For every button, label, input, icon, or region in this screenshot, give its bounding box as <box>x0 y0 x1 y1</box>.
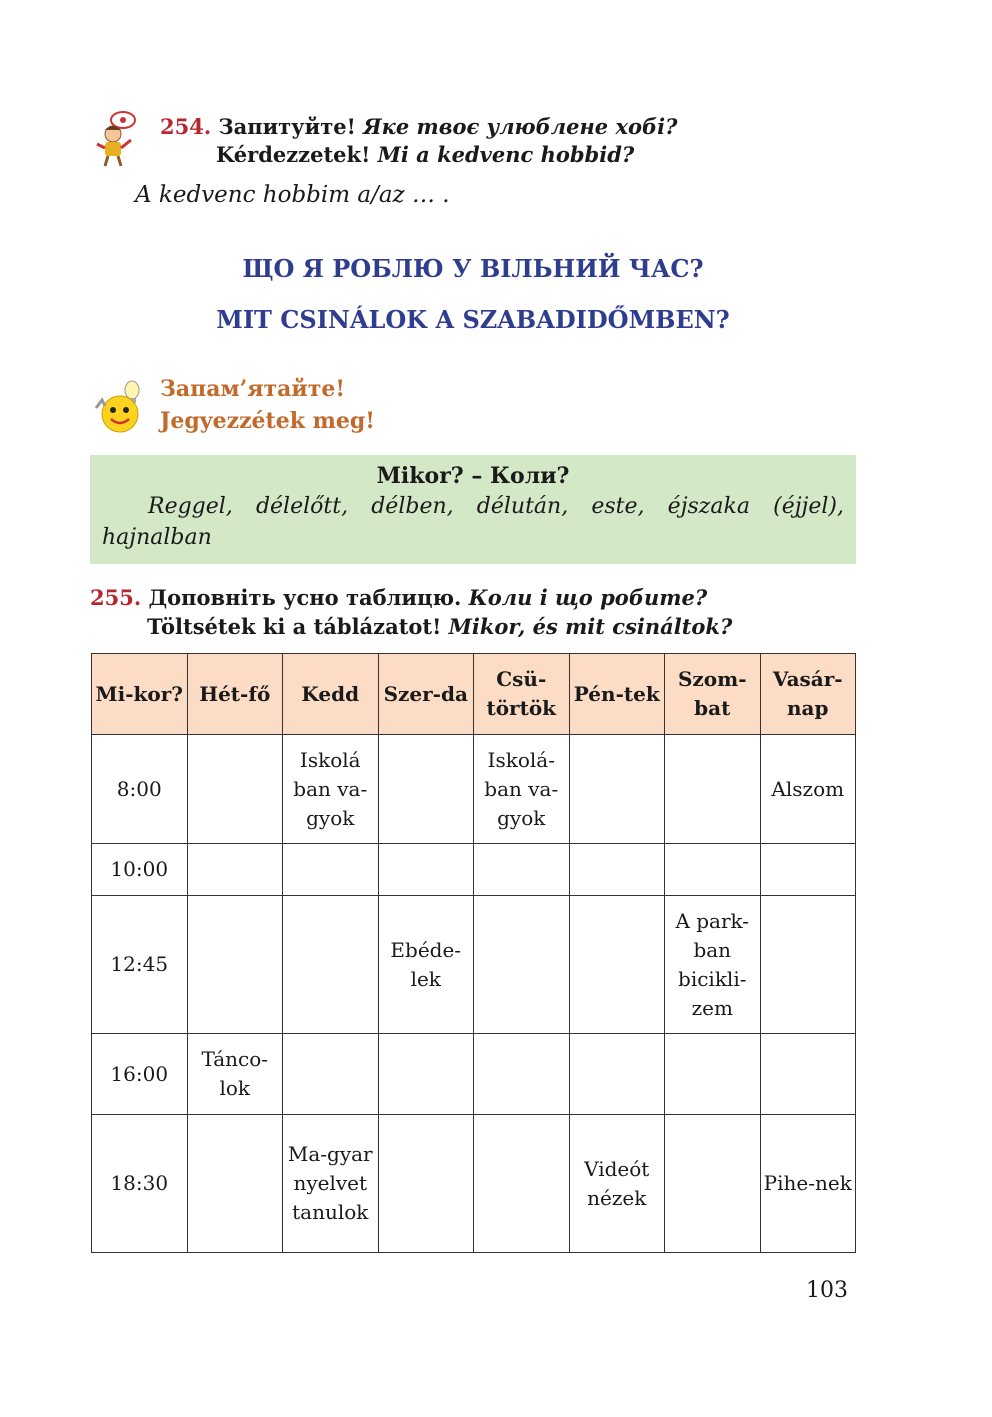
table-cell: Tánco-lok <box>187 1034 283 1115</box>
table-cell <box>569 1034 665 1115</box>
page-number: 103 <box>806 1278 848 1303</box>
table-cell <box>474 1034 570 1115</box>
table-cell: Pihe-nek <box>760 1115 856 1253</box>
exercise-254-question-uk: Яке твоє улюблене хобі? <box>363 114 678 139</box>
table-row <box>92 1115 856 1253</box>
table-cell: Videót nézek <box>569 1115 665 1253</box>
time-cell: 10:00 <box>92 844 188 896</box>
table-cell <box>665 1115 761 1253</box>
time-cell: 12:45 <box>92 896 188 1034</box>
answer-template: A kedvenc hobbim a/az … . <box>135 182 450 208</box>
exercise-255-instruction-uk: Доповніть усно таблицю. <box>148 585 462 610</box>
table-cell <box>760 844 856 896</box>
exercise-255-question-uk: Коли і що робите? <box>468 585 708 610</box>
time-of-day-list: Reggel, délelőtt, délben, délután, este, éjszaka (éjjel), hajnalban <box>102 494 844 550</box>
section-heading-hu: MIT CSINÁLOK A SZABADIDŐMBEN? <box>216 305 730 334</box>
header-thursday: Csü-törtök <box>474 654 570 735</box>
exercise-255-line-1 <box>90 585 707 610</box>
table-cell <box>283 844 379 896</box>
exercise-254-line-1 <box>160 114 677 139</box>
schedule-table <box>91 653 856 1253</box>
exercise-255-instruction-hu: Töltsétek ki a táblázatot! <box>147 614 442 639</box>
table-row <box>92 844 856 896</box>
table-row <box>92 896 856 1034</box>
time-cell: 16:00 <box>92 1034 188 1115</box>
table-cell <box>474 844 570 896</box>
table-cell <box>760 1034 856 1115</box>
table-cell <box>378 1115 474 1253</box>
section-heading-uk: ЩО Я РОБЛЮ У ВІЛЬНИЙ ЧАС? <box>242 254 704 283</box>
time-of-day-box <box>90 455 856 564</box>
exercise-254-instruction-uk: Запитуйте! <box>218 114 356 139</box>
exercise-254-line-2 <box>216 142 634 167</box>
table-cell: Ebéde-lek <box>378 896 474 1034</box>
table-cell <box>187 896 283 1034</box>
exercise-255-number: 255. <box>90 585 142 610</box>
exercise-255-question-hu: Mikor, és mit csináltok? <box>448 614 733 639</box>
table-cell <box>187 844 283 896</box>
table-cell <box>760 896 856 1034</box>
table-cell <box>378 1034 474 1115</box>
remember-label-uk: Запам’ятайте! <box>160 376 345 402</box>
speaking-child-icon <box>93 110 145 168</box>
table-cell <box>665 735 761 844</box>
table-cell: Iskolá-ban va-gyok <box>474 735 570 844</box>
table-row <box>92 735 856 844</box>
table-cell <box>474 1115 570 1253</box>
exercise-254-question-hu: Mi a kedvenc hobbid? <box>377 142 635 167</box>
time-of-day-title: Mikor? – Коли? <box>376 463 570 489</box>
remember-label-hu: Jegyezzétek meg! <box>160 408 375 434</box>
table-cell: Ma-gyar nyelvet tanulok <box>283 1115 379 1253</box>
table-cell <box>283 896 379 1034</box>
header-tuesday: Kedd <box>283 654 379 735</box>
header-when: Mi-kor? <box>92 654 188 735</box>
table-cell: A park-ban bicikli-zem <box>665 896 761 1034</box>
exercise-254-instruction-hu: Kérdezzetek! <box>216 142 371 167</box>
table-cell <box>569 896 665 1034</box>
table-cell <box>378 844 474 896</box>
table-cell <box>474 896 570 1034</box>
header-friday: Pén-tek <box>569 654 665 735</box>
table-cell <box>569 844 665 896</box>
table-cell <box>187 735 283 844</box>
lightbulb-smiley-icon <box>90 378 150 436</box>
table-row <box>92 1034 856 1115</box>
table-cell: Alszom <box>760 735 856 844</box>
header-monday: Hét-fő <box>187 654 283 735</box>
exercise-255-line-2 <box>147 614 732 639</box>
exercise-254-number: 254. <box>160 114 212 139</box>
header-sunday: Vasár-nap <box>760 654 856 735</box>
table-cell <box>378 735 474 844</box>
table-header-row <box>92 654 856 735</box>
time-cell: 8:00 <box>92 735 188 844</box>
header-saturday: Szom-bat <box>665 654 761 735</box>
table-cell <box>665 844 761 896</box>
table-cell <box>665 1034 761 1115</box>
table-cell <box>569 735 665 844</box>
table-cell <box>283 1034 379 1115</box>
table-cell <box>187 1115 283 1253</box>
header-wednesday: Szer-da <box>378 654 474 735</box>
time-cell: 18:30 <box>92 1115 188 1253</box>
table-cell: Iskolá ban va-gyok <box>283 735 379 844</box>
